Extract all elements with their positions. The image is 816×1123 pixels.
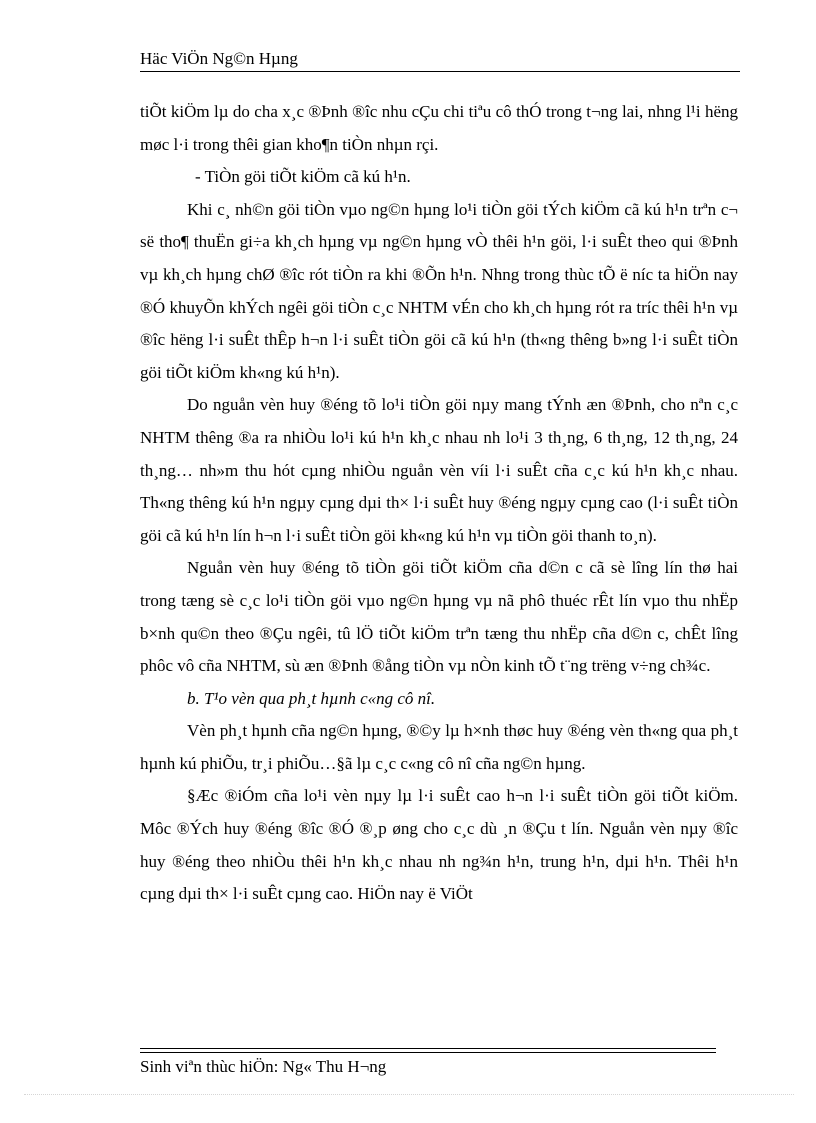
- footer-divider: [140, 1048, 716, 1049]
- page-bottom-dotted-line: [24, 1094, 794, 1095]
- header-divider: [140, 71, 740, 72]
- paragraph: §Æc ®iÓm cña lo¹i vèn nµy lµ l·i suÊt cao h¬n l·i suÊt tiÒn göi tiÕt kiÖm. Môc ®Ých huy ®éng ®îc ®Ó ®¸p øng cho c¸c dù ¸n ®Çu t lín. Nguån vèn nµy ®îc huy ®éng theo nhiÒu thêi h¹n kh¸c nhau nh ng¾n h¹n, trung h¹n, dµi h¹n. Thêi h¹n cµng dµi th× l·i suÊt cµng cao. HiÖn nay ë ViÖt: [140, 786, 738, 904]
- paragraph: Do nguån vèn huy ®éng tõ lo¹i tiÒn göi nµy mang tÝnh æn ®Þnh, cho nªn c¸c NHTM thêng ®a ra nhiÒu lo¹i kú h¹n kh¸c nhau nh lo¹i 3 th¸ng, 6 th¸ng, 12 th¸ng, 24 th¸ng… nh»m thu hót cµng nhiÒu nguån vèn víi l·i suÊt cña c¸c kú h¹n kh¸c nhau. Th«ng thêng kú h¹n ngµy cµng dµi th× l·i suÊt huy ®éng ngµy cµng cao (l·i suÊt tiÒn göi cã kú h¹n lín h¬n l·i suÊt tiÒn göi kh«ng kú h¹n vµ tiÒn göi thanh to¸n).: [140, 395, 738, 545]
- paragraph: Nguån vèn huy ®éng tõ tiÒn göi tiÕt kiÖm cña d©n c cã sè lîng lín thø hai trong tæng sè c¸c lo¹i tiÒn göi vµo ng©n hµng vµ nã phô thuéc rÊt lín vµo thu nhËp b×nh qu©n theo ®Çu ngêi, tû lÖ tiÕt kiÖm trªn tæng thu nhËp cña d©n c, chÊt lîng phôc vô cña NHTM, sù æn ®Þnh ®ång tiÒn vµ nÒn kinh tÕ t¨ng trëng v÷ng ch¾c.: [140, 558, 738, 676]
- document-body: [140, 96, 738, 911]
- bullet-item: - TiÒn göi tiÕt kiÖm cã kú h¹n.: [195, 167, 411, 187]
- footer-divider-double: [140, 1052, 716, 1053]
- paragraph: Khi c¸ nh©n göi tiÒn vµo ng©n hµng lo¹i tiÒn göi tÝch kiÖm cã kú h¹n trªn c¬ së tho¶ thuËn gi÷a kh¸ch hµng vµ ng©n hµng vÒ thêi h¹n göi, l·i suÊt theo qui ®Þnh vµ kh¸ch hµng chØ ®îc rót tiÒn ra khi ®Õn h¹n. Nhng trong thùc tÕ ë níc ta hiÖn nay ®Ó khuyÕn khÝch ngêi göi tiÒn c¸c NHTM vÉn cho kh¸ch hµng rót ra tríc thêi h¹n vµ ®îc hëng l·i suÊt thÊp h¬n l·i suÊt tiÒn göi cã kú h¹n (th«ng thêng b»ng l·i suÊt tiÒn göi tiÕt kiÖm kh«ng kú h¹n).: [140, 199, 738, 382]
- paragraph: tiÕt kiÖm lµ do cha x¸c ®Þnh ®îc nhu cÇu chi tiªu cô thÓ trong t¬ng lai, nhng l¹i hëng møc l·i trong thêi gian kho¶n tiÒn nhµn rçi.: [140, 102, 738, 154]
- paragraph: Vèn ph¸t hµnh cña ng©n hµng, ®©y lµ h×nh thøc huy ®éng vèn th«ng qua ph¸t hµnh kú phiÕu, tr¸i phiÕu…§ã lµ c¸c c«ng cô nî cña ng©n hµng.: [140, 721, 738, 773]
- section-subheading: b. T¹o vèn qua ph¸t hµnh c«ng cô nî.: [187, 688, 436, 708]
- page-header-title: Häc ViÖn Ng©n Hµng: [140, 49, 298, 68]
- page-footer-author: Sinh viªn thùc hiÖn: Ng« Thu H¬ng: [140, 1057, 387, 1076]
